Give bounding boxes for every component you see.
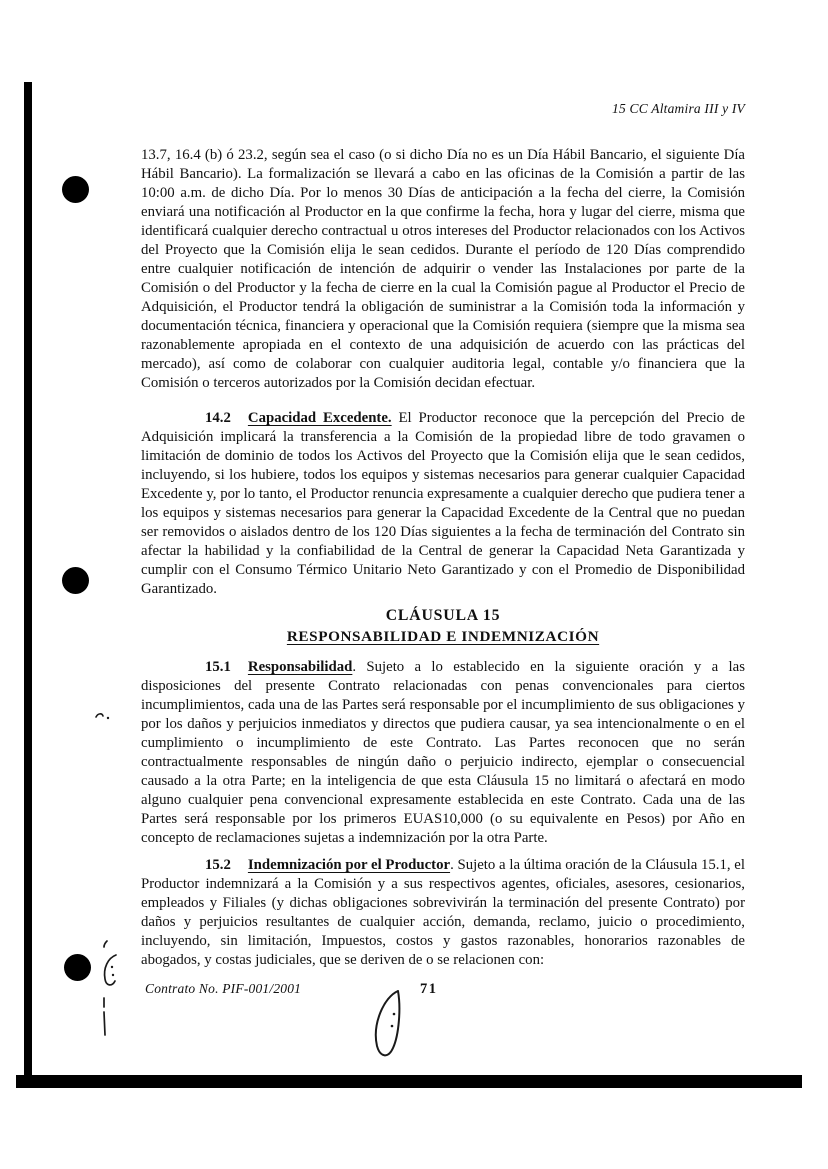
footer-page-number: 71 <box>420 981 438 997</box>
handwritten-paraph-loop <box>376 991 400 1055</box>
scan-edge-bar-bottom <box>16 1075 802 1088</box>
section-number: 14.2 <box>205 410 231 426</box>
paragraph-continuation: 13.7, 16.4 (b) ó 23.2, según sea el caso (o si dicho Día no es un Día Hábil Bancario, el siguiente Día Hábil Bancario). La formalización se llevará a cabo en las oficinas de la Comisión a partir de las 10:00 a.m. de dicho Día. Por lo menos 30 Días de anticipación a la fecha del cierre, la Comisión enviará una notificación al Productor en la que confirme la fecha, hora y lugar del cierre, misma que identificará cualquier derecho contractual u otros intereses del Productor relacionados con los Activos del Proyecto que la Comisión elija le sean cedidos. Durante el período de 120 Días comprendido entre cualquier notificación de intención de adquirir o vender las Instalaciones por parte de la Comisión o del Productor y la fecha de cierre en la cual la Comisión pague al Productor el Precio de Adquisición, el Productor tendrá la obligación de suministrar a la Comisión toda la información y documentación técnica, financiera y operacional que la Comisión requiera (siempre que la misma sea razonablemente apropiada en el contexto de una adquisición de acuerdo con las prácticas del mercado), así como de colaborar con cualquier auditoria legal, contable y/o financiera que la Comisión o terceros autorizados por la Comisión decidan efectuar. <box>141 147 745 391</box>
contract-text-column <box>141 146 745 970</box>
section-title: Responsabilidad <box>247 659 353 675</box>
punch-hole <box>64 954 91 981</box>
footer-contract-number: Contrato No. PIF-001/2001 <box>145 981 302 996</box>
running-header: 15 CC Altamira III y IV <box>612 101 745 116</box>
section-number: 15.2 <box>205 857 231 873</box>
punch-hole <box>62 176 89 203</box>
section-body-text: . Sujeto a la última oración de la Cláusula 15.1, el Productor indemnizará a la Comisión y a sus respectivos agentes, oficiales, asesores, cesionarios, empleados y Filiales (y dichas obligaciones sobrevivirán la terminación del presente Contrato) por daños y perjuicios resultantes de cualquier acción, demanda, reclamo, juicio o procedimiento, incluyendo, sin limitación, Impuestos, costos y gastos razonables, honorarios razonables de abogados, y costas judiciales, que se deriven de o se relacionen con: <box>141 857 745 968</box>
section-title: Capacidad Excedente. <box>247 410 392 426</box>
punch-hole <box>62 567 89 594</box>
handwritten-margin-scribble <box>104 941 116 1035</box>
handwritten-margin-mark <box>96 714 109 719</box>
section-15-1 <box>141 658 745 848</box>
clause-15-heading <box>141 605 745 647</box>
section-15-2 <box>141 856 745 970</box>
section-body-text: . Sujeto a lo establecido en la siguiente oración y a las disposiciones del presente Contrato relacionadas con penas convencionales para ciertos incumplimientos, cada una de las Partes será responsable por el incumplimiento de sus obligaciones y por los daños y perjuicios inmediatos y directos que pudiera causar, ya sea intencionalmente o en el cumplimiento o incumplimiento de este Contrato. Las Partes reconocen que no serán contractualmente responsables de ningún daño o perjuicio indirecto, ejemplar o consecuencial causado a la otra Parte; en la inteligencia de que esta Cláusula 15 no limitará o afectará en modo alguno cualquier pena convencional expresamente establecida en este Contrato. Cada una de las Partes será responsable por los primeros EUAS10,000 (o su equivalente en Pesos) por Año en concepto de reclamaciones sujetas a indemnización por la otra Parte. <box>141 659 745 846</box>
clause-heading-line2: RESPONSABILIDAD E INDEMNIZACIÓN <box>286 628 600 645</box>
section-title: Indemnización por el Productor <box>247 857 451 873</box>
section-body-text: El Productor reconoce que la percepción del Precio de Adquisición implicará la transferencia a la Comisión de la propiedad libre de todo gravamen o limitación de dominio de todos los Activos del Proyecto que la Comisión elija que le sean cedidos, incluyendo, si los hubiere, todos los equipos y sistemas necesarios para generar cualquier Capacidad Excedente y, por lo tanto, el Productor renuncia expresamente a cualquier derecho que pudiera tener a los equipos y sistemas necesarios para generar la Capacidad Excedente de la Central que no puedan ser removidos o aislados dentro de los 120 Días siguientes a la fecha de terminación del Contrato sin afectar la habilidad y la confiabilidad de la Central de generar la Capacidad Neta Garantizada y cumplir con el Consumo Térmico Unitario Neto Garantizado y con el Promedio de Disponibilidad Garantizado. <box>141 410 746 597</box>
scan-edge-bar-left <box>24 82 32 1088</box>
section-number: 15.1 <box>205 659 231 675</box>
section-14-2 <box>141 409 745 599</box>
clause-heading-line1: CLÁUSULA 15 <box>385 607 501 624</box>
